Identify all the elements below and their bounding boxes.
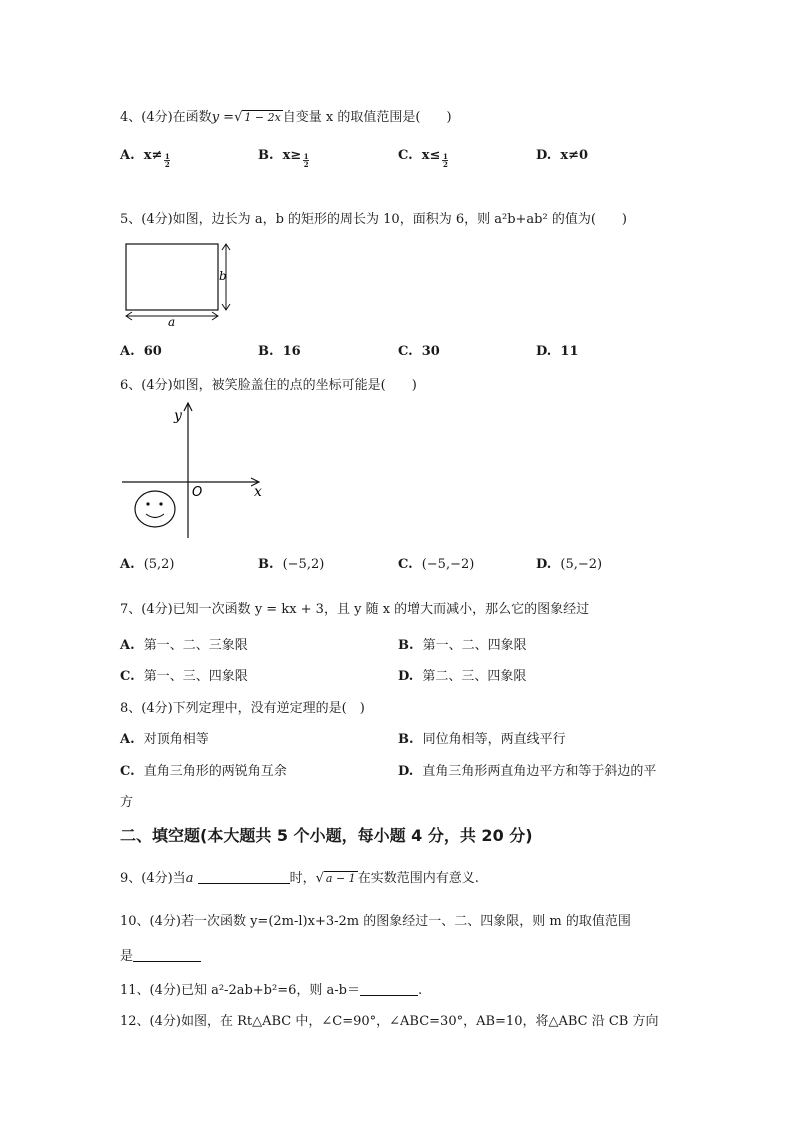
question-12-stem: 12、(4分)如图，在 Rt△ABC 中，∠C=90°，∠ABC=30°，AB=10，将△ABC 沿 CB 方向 — [120, 1014, 659, 1029]
q6-option-c[interactable]: C. (−5,−2) — [398, 557, 475, 572]
question-10-line-2: 是 — [120, 945, 201, 964]
answer-blank[interactable] — [360, 995, 418, 996]
rectangle — [126, 244, 218, 310]
q4-option-b[interactable]: B. x≥ $\frac{1}{2}$ — [258, 148, 309, 169]
question-4-stem: 4、(4分)在函数y =√ 1 − 2x 自变量 x 的取值范围是( ) — [120, 110, 452, 125]
q8-option-b[interactable]: B. 同位角相等，两直线平行 — [398, 732, 566, 747]
fraction: $\frac{1}{2}$ — [442, 152, 448, 169]
answer-blank[interactable] — [198, 883, 290, 884]
q6-option-d[interactable]: D. (5,−2) — [536, 557, 603, 572]
q5-option-a[interactable]: A. 60 — [120, 344, 162, 359]
origin-label: O — [192, 485, 203, 500]
question-9-stem: 9、(4分)当a 时，√ a − 1 在实数范围内有意义. — [120, 871, 479, 886]
q5-option-c[interactable]: C. 30 — [398, 344, 440, 359]
question-11-stem: 11、(4分)已知 a²-2ab+b²=6，则 a-b＝ . — [120, 983, 423, 998]
q8-option-d[interactable]: D. 直角三角形两直角边平方和等于斜边的平 — [398, 764, 657, 779]
q7-option-a[interactable]: A. 第一、二、三象限 — [120, 638, 248, 653]
q8-option-c[interactable]: C. 直角三角形的两锐角互余 — [120, 764, 287, 779]
rectangle-figure — [118, 236, 238, 328]
x-axis-label: x — [254, 484, 262, 500]
q5-option-b[interactable]: B. 16 — [258, 344, 301, 359]
question-10-line-1: 10、(4分)若一次函数 y=(2m-l)x+3-2m 的图象经过一、二、四象限，则 m 的取值范围 — [120, 914, 631, 929]
answer-blank[interactable] — [133, 961, 201, 962]
q4-option-c[interactable]: C. x≤ $\frac{1}{2}$ — [398, 148, 448, 169]
question-7-stem: 7、(4分)已知一次函数 y = kx + 3，且 y 随 x 的增大而减小，那么它的图象经过 — [120, 602, 590, 617]
q6-option-a[interactable]: A. (5,2) — [120, 557, 175, 572]
label-a: a — [168, 315, 176, 328]
question-5-stem: 5、(4分)如图，边长为 a，b 的矩形的周长为 10，面积为 6，则 a²b+ab² 的值为( ) — [120, 212, 627, 227]
q6-option-b[interactable]: B. (−5,2) — [258, 557, 325, 572]
q5-option-d[interactable]: D. 11 — [536, 344, 579, 359]
fraction: $\frac{1}{2}$ — [303, 152, 309, 169]
q7-option-b[interactable]: B. 第一、二、四象限 — [398, 638, 527, 653]
q8-option-a[interactable]: A. 对顶角相等 — [120, 732, 209, 747]
smiley-face-icon — [135, 491, 175, 527]
q7-option-d[interactable]: D. 第二、三、四象限 — [398, 669, 527, 684]
q8-option-d-continuation: 方 — [120, 795, 134, 810]
coordinate-figure — [118, 400, 278, 542]
label-b: b — [219, 269, 227, 283]
q7-option-c[interactable]: C. 第一、三、四象限 — [120, 669, 248, 684]
q4-option-a[interactable]: A. x≠ $\frac{1}{2}$ — [120, 148, 170, 169]
section-heading: 二、填空题(本大题共 5 个小题，每小题 4 分，共 20 分) — [120, 826, 533, 845]
q4-option-d[interactable]: D. x≠0 — [536, 148, 589, 163]
y-axis-label: y — [174, 408, 182, 424]
formula-q4: y =√ 1 − 2x — [211, 110, 281, 125]
question-6-stem: 6、(4分)如图，被笑脸盖住的点的坐标可能是( ) — [120, 378, 417, 393]
fraction: $\frac{1}{2}$ — [164, 152, 170, 169]
question-8-stem: 8、(4分)下列定理中，没有逆定理的是( ) — [120, 701, 365, 716]
